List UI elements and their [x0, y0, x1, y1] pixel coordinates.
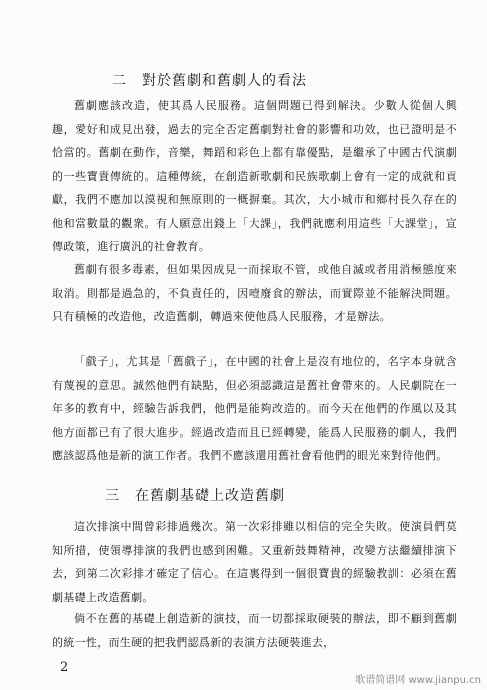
section-two-paragraph-1: 舊劇應該改造，使其爲人民服務。這個問題已得到解決。少數人從個人興趣，愛好和成見出發，過去的完全否定舊劇對社會的影響和功效，也已證明是不恰當的。舊劇在動作，音樂，舞蹈和彩色上都有靠優點，是繼承了中國古代演劇的一些寶貴傳統的。這種傳統，在創造新歌劇和民族歌劇上會有一定的成就和貢獻，我們不應加以漠視和無原則的一概摒棄。其次，大小城市和鄉村長久存在的他和當數量的觀衆。有人願意出錢上「大課」，我們就應利用這些「大課堂」，宣傳政策，進行廣汎的社會教育。 — [52, 99, 457, 253]
site-watermark: 歌谱简谱网 www.jianpu.cn — [355, 675, 481, 686]
section-two-heading: 二 對於舊劇和舊劇人的看法 — [112, 73, 307, 89]
section-two-paragraph-2: 舊劇有很多毒素，但如果因成見一而採取不管，或他自滅或者用消極態度來取消。則都是過急的，不負責任的，因噎廢食的辦法，而實際並不能解決問題。只有積極的改造他，改造舊劇，轉過來使他爲人民服務，才是辦法。 — [52, 263, 457, 323]
section-three-paragraph-1: 這次排演中間曾彩排過幾次。第一次彩排雖以相信的完全失敗。使演員們莫知所措，使領導排演的我們也感到困難。又重新鼓舞精神，改變方法繼續排演下去，到第二次彩排才確定了信心。在這裏得到一個很寶貴的經驗教訓：必須在舊劇基礎上改造舊劇。 — [52, 520, 457, 604]
section-two-paragraph-3: 「戲子」，尤其是「舊戲子」，在中國的社會上是沒有地位的，名字本身就含有蔑視的意思。誠然他們有缺點，但必須認識這是舊社會帶來的。人民劇院在一年多的教育中，經驗告訴我們，他們是能夠改造的。而今天在他們的作風以及其他方面都已有了很大進步。經過改造而且已經轉變，能爲人民服務的劇人，我們應該認爲他是新的演工作者。我們不應該還用舊社會看他們的眼光來對待他們。 — [52, 355, 457, 462]
page-number: 2 — [60, 660, 69, 675]
section-three-paragraph-2: 倘不在舊的基礎上創造新的演技，而一切都採取硬裝的辦法，即不顧到舊劇的統一性，而生硬的把我們認爲新的表演方法硬裝進去， — [52, 612, 457, 649]
section-three-heading: 三 在舊劇基礎上改造舊劇 — [105, 488, 285, 504]
